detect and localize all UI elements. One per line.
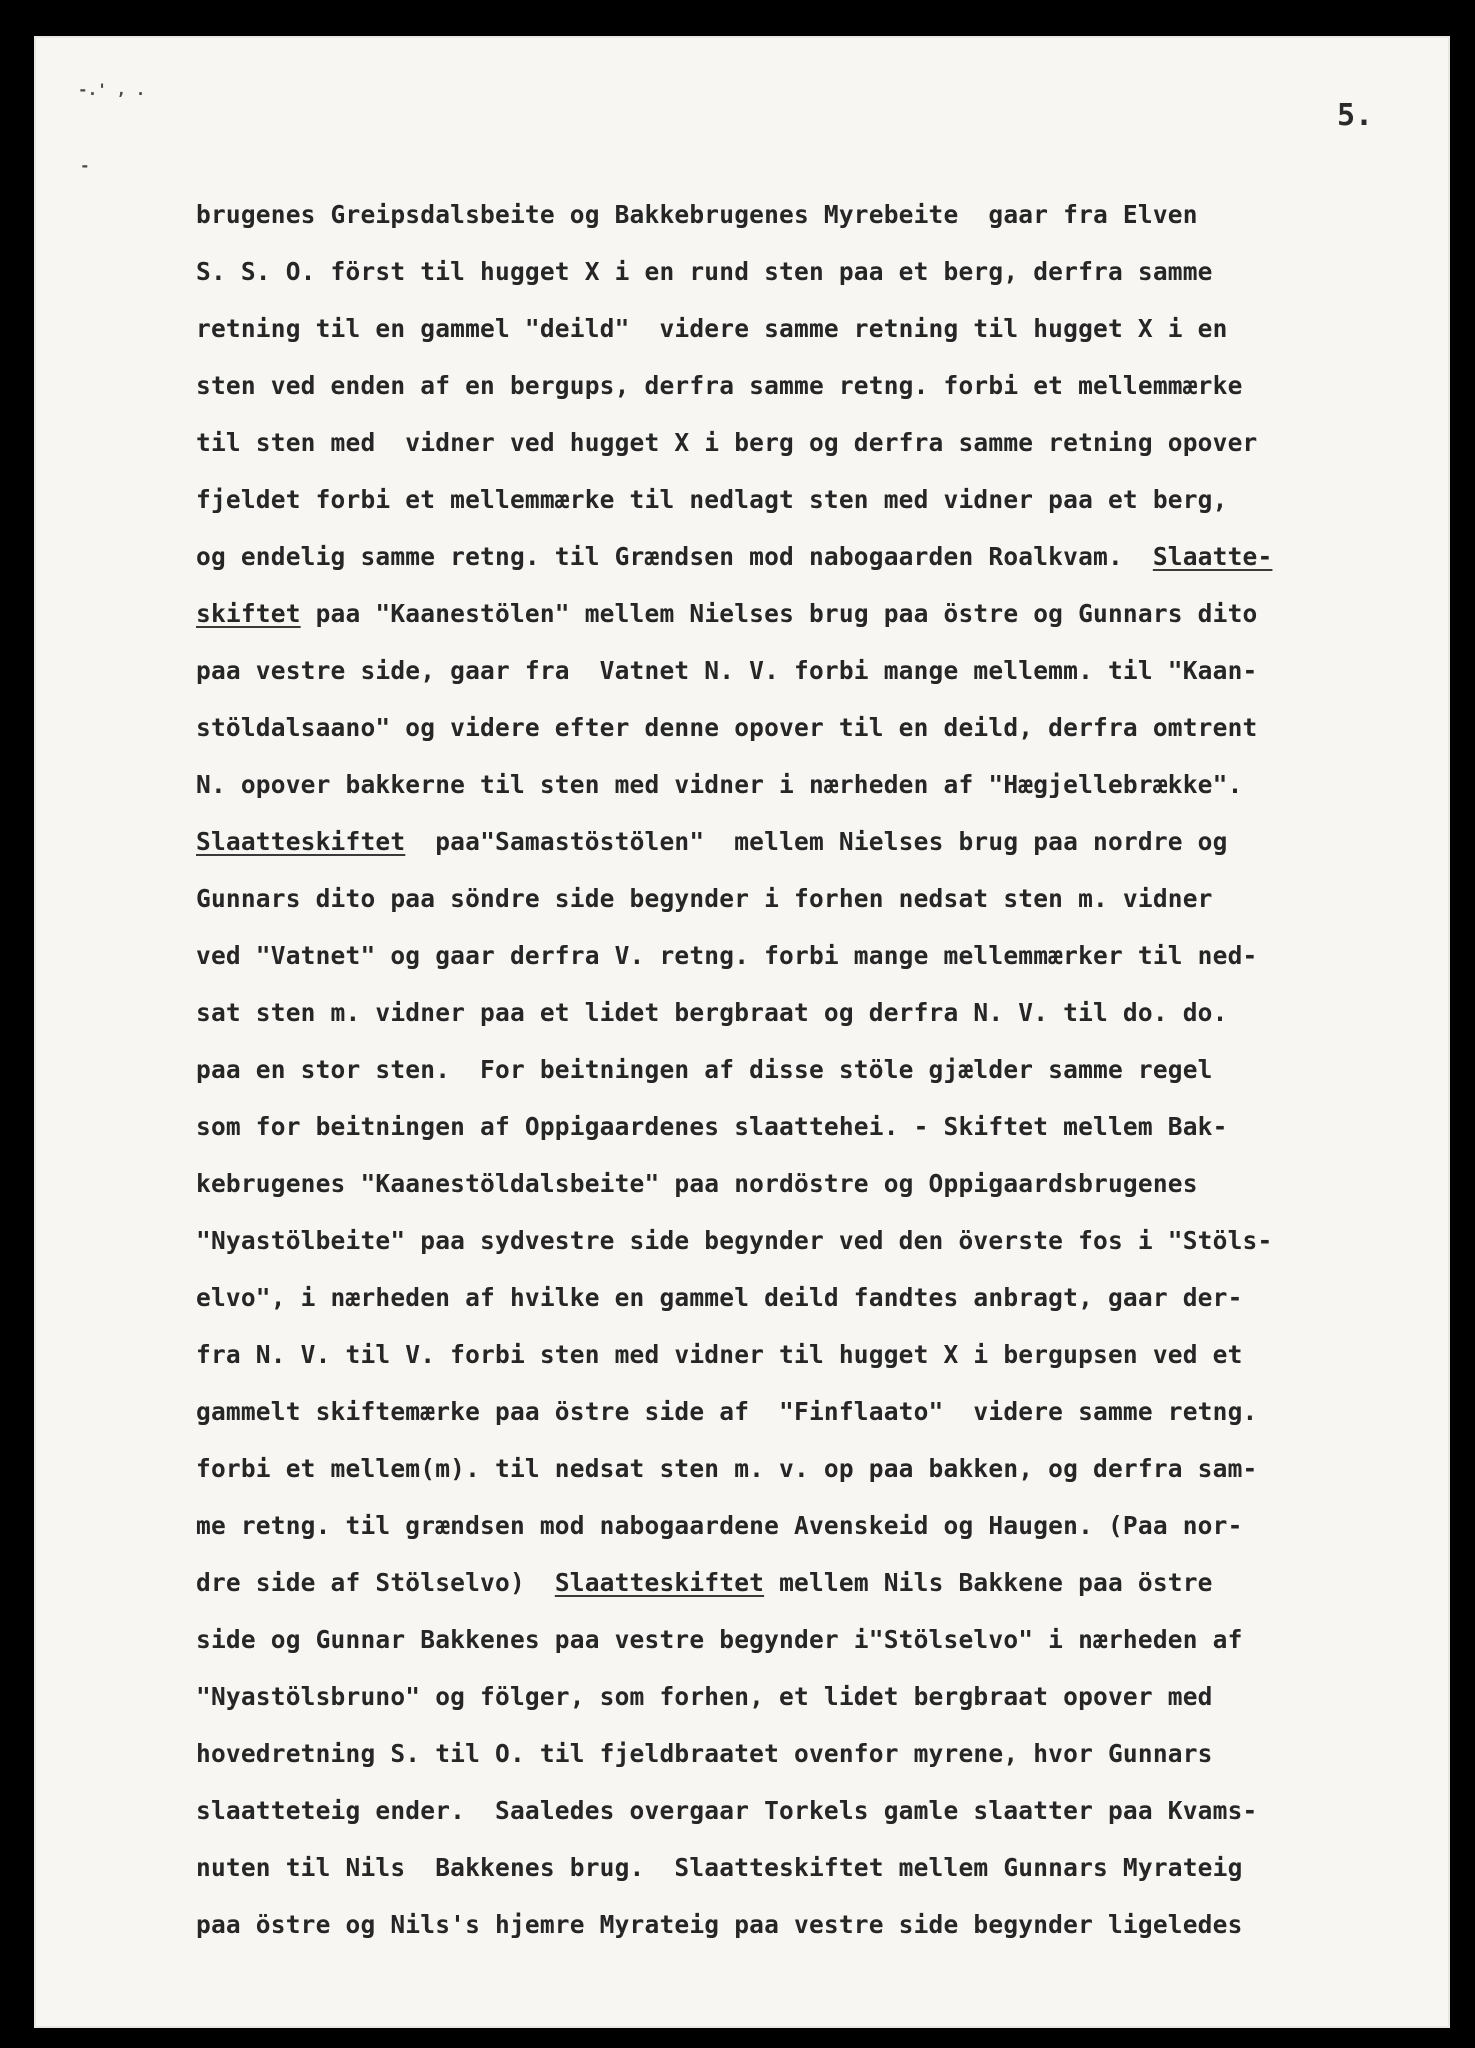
underlined-heading: Slaatte- [1152, 542, 1273, 571]
text-segment: paa"Samastöstölen" mellem Nielses brug paa nordre og [405, 827, 1228, 856]
text-segment: slaatteteig ender. Saaledes overgaar Torkels gamle slaatter paa Kvams- [196, 1796, 1258, 1825]
underlined-heading: skiftet [196, 599, 301, 628]
text-line [196, 870, 1406, 927]
text-line [196, 300, 1406, 357]
text-line [196, 1155, 1406, 1212]
text-line [196, 1326, 1406, 1383]
text-line [196, 414, 1406, 471]
text-line [196, 642, 1406, 699]
text-segment: S. S. O. först til hugget X i en rund sten paa et berg, derfra samme [196, 257, 1213, 286]
text-segment: "Nyastölbeite" paa sydvestre side begynder ved den överste fos i "Stöls- [196, 1226, 1273, 1255]
text-line [196, 984, 1406, 1041]
text-segment: retning til en gammel "deild" videre samme retning til hugget X i en [196, 314, 1228, 343]
text-line [196, 585, 1406, 642]
text-segment: ved "Vatnet" og gaar derfra V. retng. forbi mange mellemmærker til ned- [196, 941, 1258, 970]
text-line [196, 1098, 1406, 1155]
text-segment: N. opover bakkerne til sten med vidner i nærheden af "Hægjellebrække". [196, 770, 1243, 799]
text-line [196, 1668, 1406, 1725]
text-line [196, 813, 1406, 870]
text-segment: paa vestre side, gaar fra Vatnet N. V. forbi mange mellemm. til "Kaan- [196, 656, 1258, 685]
text-segment: mellem Nils Bakkene paa östre [764, 1568, 1213, 1597]
text-line [196, 1839, 1406, 1896]
text-segment: fjeldet forbi et mellemmærke til nedlagt sten med vidner paa et berg, [196, 485, 1228, 514]
text-segment: sat sten m. vidner paa et lidet bergbraat og derfra N. V. til do. do. [196, 998, 1228, 1027]
text-segment: som for beitningen af Oppigaardenes slaattehei. - Skiftet mellem Bak- [196, 1112, 1228, 1141]
underlined-heading: Slaatteskiftet [196, 827, 406, 856]
text-line [196, 1497, 1406, 1554]
text-line [196, 243, 1406, 300]
text-segment: "Nyastölsbruno" og fölger, som forhen, et lidet bergbraat opover med [196, 1682, 1213, 1711]
text-segment: og endelig samme retng. til Grændsen mod nabogaarden Roalkvam. [196, 542, 1153, 571]
text-segment: elvo", i nærheden af hvilke en gammel deild fandtes anbragt, gaar der- [196, 1283, 1243, 1312]
text-line [196, 1725, 1406, 1782]
typewritten-text-body [196, 186, 1406, 1953]
text-segment: fra N. V. til V. forbi sten med vidner til hugget X i bergupsen ved et [196, 1340, 1243, 1369]
text-segment: dre side af Stölselvo) [196, 1568, 555, 1597]
text-line [196, 1611, 1406, 1668]
text-line [196, 1782, 1406, 1839]
text-line [196, 1269, 1406, 1326]
text-segment: side og Gunnar Bakkenes paa vestre begynder i"Stölselvo" i nærheden af [196, 1625, 1243, 1654]
text-segment: kebrugenes "Kaanestöldalsbeite" paa nordöstre og Oppigaardsbrugenes [196, 1169, 1198, 1198]
text-line [196, 1212, 1406, 1269]
text-line [196, 1041, 1406, 1098]
text-line [196, 186, 1406, 243]
text-line [196, 471, 1406, 528]
text-line [196, 699, 1406, 756]
margin-mark-left: - [80, 156, 90, 175]
text-segment: paa östre og Nils's hjemre Myrateig paa vestre side begynder ligeledes [196, 1910, 1243, 1939]
text-line [196, 927, 1406, 984]
text-line [196, 357, 1406, 414]
text-segment: nuten til Nils Bakkenes brug. Slaatteskiftet mellem Gunnars Myrateig [196, 1853, 1243, 1882]
page-number: 5. [1337, 98, 1374, 133]
text-segment: paa en stor sten. For beitningen af disse stöle gjælder samme regel [196, 1055, 1213, 1084]
margin-mark-top-left: -.' , . [78, 80, 146, 99]
text-line [196, 1440, 1406, 1497]
text-line [196, 1554, 1406, 1611]
text-segment: til sten med vidner ved hugget X i berg og derfra samme retning opover [196, 428, 1258, 457]
underlined-heading: Slaatteskiftet [554, 1568, 765, 1597]
text-segment: hovedretning S. til O. til fjeldbraatet ovenfor myrene, hvor Gunnars [196, 1739, 1213, 1768]
text-segment: brugenes Greipsdalsbeite og Bakkebrugenes Myrebeite gaar fra Elven [196, 200, 1198, 229]
text-line [196, 1383, 1406, 1440]
text-line [196, 528, 1406, 585]
text-segment: Gunnars dito paa söndre side begynder i forhen nedsat sten m. vidner [196, 884, 1213, 913]
text-segment: sten ved enden af en bergups, derfra samme retng. forbi et mellemmærke [196, 371, 1243, 400]
text-segment: paa "Kaanestölen" mellem Nielses brug paa östre og Gunnars dito [300, 599, 1258, 628]
text-segment: gammelt skiftemærke paa östre side af "Finflaato" videre samme retng. [196, 1397, 1258, 1426]
text-line [196, 1896, 1406, 1953]
text-segment: me retng. til grændsen mod nabogaardene Avenskeid og Haugen. (Paa nor- [196, 1511, 1243, 1540]
text-segment: stöldalsaano" og videre efter denne opover til en deild, derfra omtrent [196, 713, 1258, 742]
text-segment: forbi et mellem(m). til nedsat sten m. v. op paa bakken, og derfra sam- [196, 1454, 1258, 1483]
text-line [196, 756, 1406, 813]
